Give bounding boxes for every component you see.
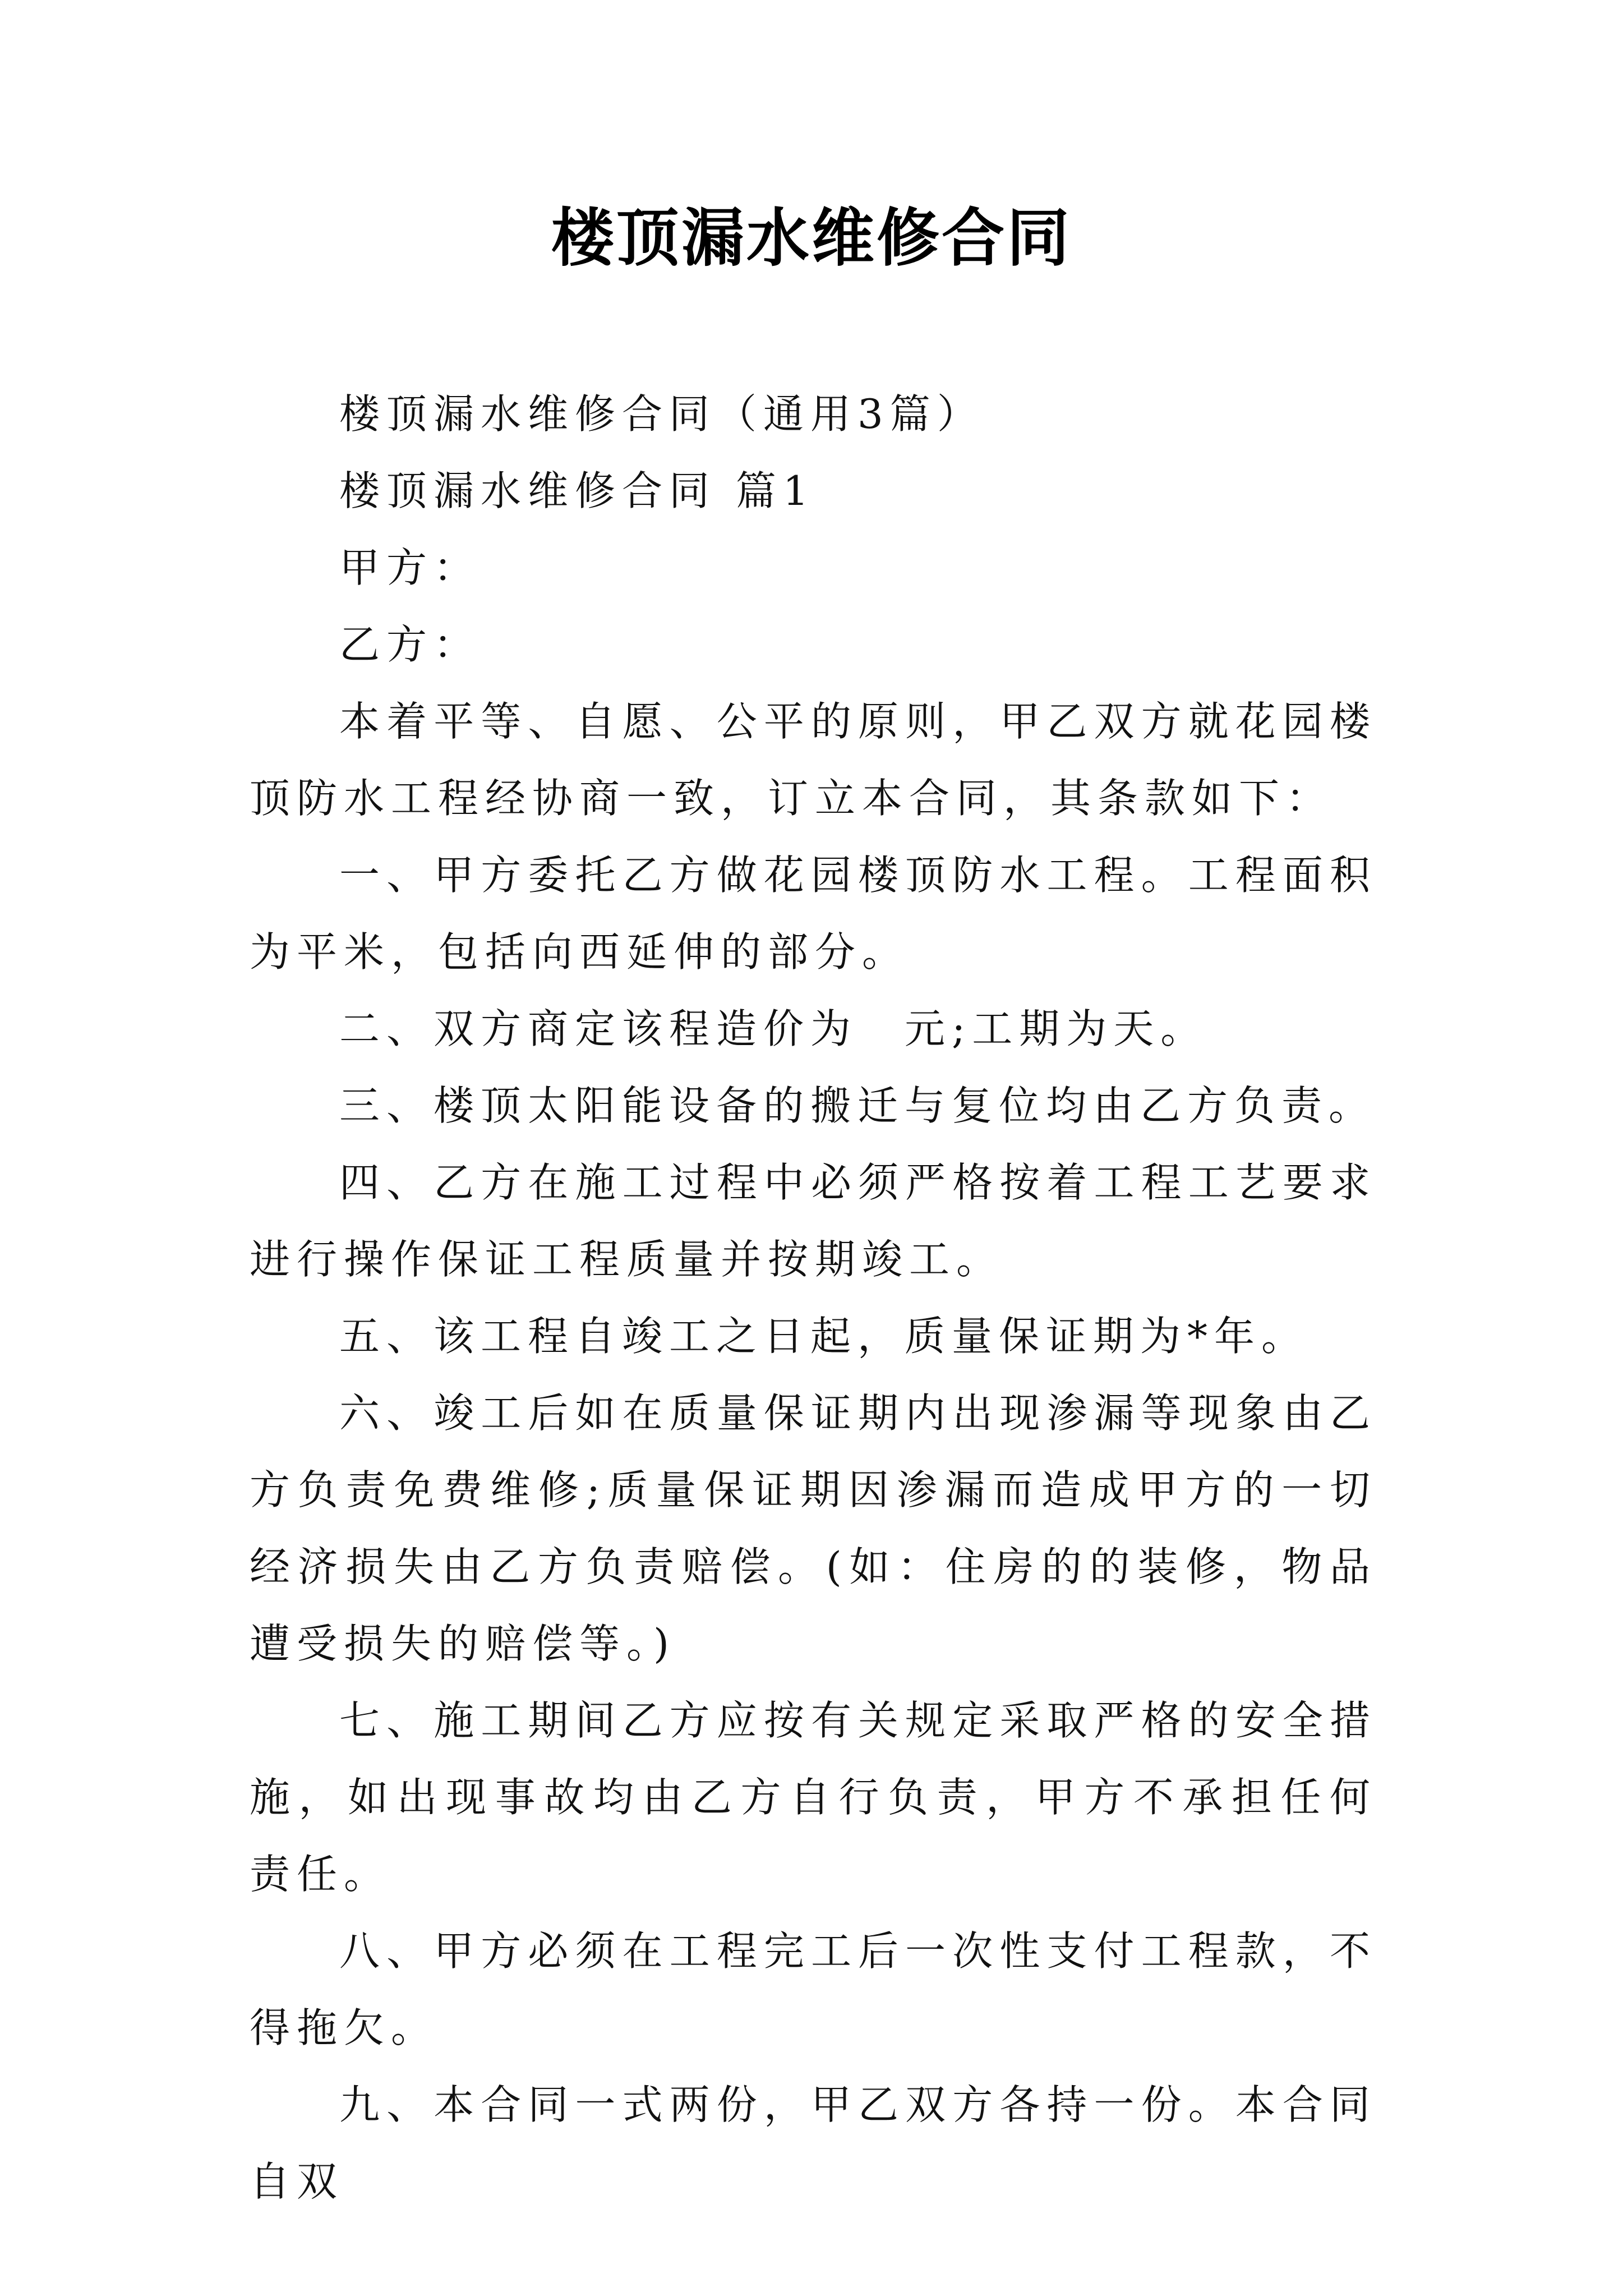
paragraph-party-b: 乙方： [339,621,481,668]
paragraph-preamble: 本着平等、自愿、公平的原则，甲乙双方就花园楼顶防水工程经协商一致，订立本合同，其条款如下： [250,698,1377,822]
paragraph-clause-5: 五、该工程自竣工之日起，质量保证期为*年。 [339,1313,1309,1360]
paragraph-section-heading: 楼顶漏水维修合同 篇1 [339,467,815,514]
paragraph-clause-7: 七、施工期间乙方应按有关规定采取严格的安全措施，如出现事故均由乙方自行负责，甲方不承担任何责任。 [250,1697,1377,1898]
paragraph-clause-3: 三、楼顶太阳能设备的搬迁与复位均由乙方负责。 [339,1082,1376,1129]
document-title: 楼顶漏水维修合同 [551,201,1072,275]
paragraph-clause-8: 八、甲方必须在工程完工后一次性支付工程款，不得拖欠。 [250,1927,1377,2051]
paragraph-clause-6: 六、竣工后如在质量保证期内出现渗漏等现象由乙方负责免费维修;质量保证期因渗漏而造成甲方的一切经济损失由乙方负责赔偿。(如：住房的的装修，物品遭受损失的赔偿等。) [250,1389,1377,1667]
paragraph-subtitle: 楼顶漏水维修合同（通用3篇） [339,390,984,438]
paragraph-clause-2: 二、双方商定该程造价为 元;工期为天。 [339,1005,1208,1052]
paragraph-party-a: 甲方： [339,544,481,591]
document-body [250,376,1377,2220]
paragraph-clause-9: 九、本合同一式两份，甲乙双方各持一份。本合同自双 [250,2081,1377,2205]
paragraph-clause-4: 四、乙方在施工过程中必须严格按着工程工艺要求进行操作保证工程质量并按期竣工。 [250,1159,1377,1283]
paragraph-clause-1: 一、甲方委托乙方做花园楼顶防水工程。工程面积为平米，包括向西延伸的部分。 [250,852,1377,976]
